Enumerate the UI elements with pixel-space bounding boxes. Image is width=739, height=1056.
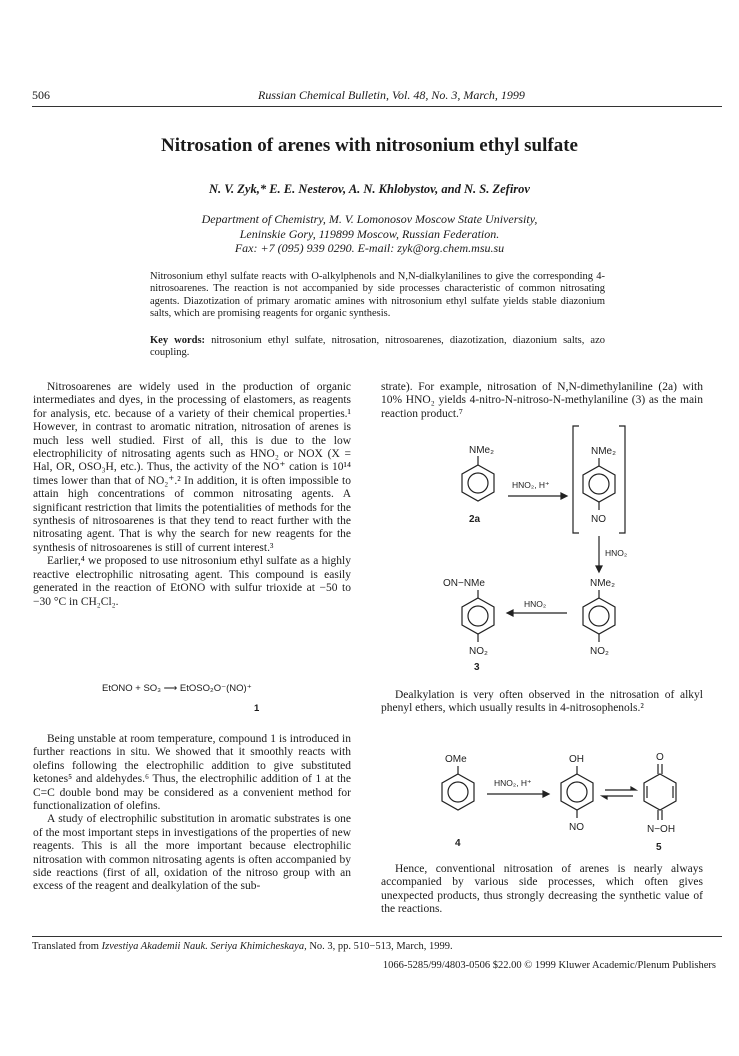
header-rule	[32, 106, 722, 107]
paragraph: Earlier,⁴ we proposed to use nitrosonium ethyl sulfate as a highly reactive electrophilic nitrosating agent. This compound is easily generated in the reaction of EtONO with sulfur trioxide at −50 to −30 °C in CH₂Cl₂.	[33, 555, 351, 608]
arrow-reagent: HNO₂	[605, 548, 628, 558]
aromatic-circle	[567, 782, 587, 802]
compound-number-1: 1	[254, 703, 260, 714]
keywords-label: Key words:	[150, 335, 206, 346]
bracket-right	[619, 426, 625, 533]
translation-note	[32, 941, 453, 952]
oh-label: OH	[569, 754, 584, 765]
arrowhead	[631, 787, 636, 790]
keywords	[150, 335, 605, 360]
article-title: Nitrosation of arenes with nitrosonium ethyl sulfate	[161, 135, 578, 156]
compound-label-2a: 2a	[469, 514, 481, 525]
oxime-label: N−OH	[647, 824, 676, 835]
affiliation-line-1: Department of Chemistry, M. V. Lomonosov Moscow State University,	[201, 212, 538, 226]
no2-label: NO₂	[590, 646, 609, 657]
left-column-bottom	[33, 733, 351, 894]
ome-label: OMe	[445, 754, 467, 765]
arrow-reagent: HNO₂	[524, 599, 547, 609]
paragraph: strate). For example, nitrosation of N,N-dimethylaniline (2a) with 10% HNO₂ yields 4-nitro-N-nitroso-N-methylaniline (3) as the main reaction product.⁷	[381, 381, 703, 420]
nme2-label: NMe₂	[591, 446, 616, 457]
journal-citation: Russian Chemical Bulletin, Vol. 48, No. 3, March, 1999	[258, 88, 525, 102]
benzene-ring-nitro	[583, 598, 615, 634]
benzene-ring-3	[462, 598, 494, 634]
paragraph: Nitrosoarenes are widely used in the production of organic intermediates and dyes, in the processing of elastomers, as reagents for analysis, etc. because of a variety of their chemical properties.¹ However, in contrast to aromatic nitration, nitrosation of arenes is much less well studied. First of all, this is due to the low electrophilicity of nitrosating agents such as HNO₂ or NOX (X = Hal, OR, OSO₃H, etc.). Thus, the activity of the NO⁺ cation is 10¹⁴ times lower than that of NO₂⁺.² In addition, it is often impossible to attain high concentrations of common nitrosating agents. A significant restriction that limits the potentialities of methods for the synthesis of nitrosoarenes is that they tend to react further with the nitrosating agent. That is why the search for new reagents for the synthesis of nitrosoarenes is still of current interest.³	[33, 381, 351, 554]
no-label: NO	[591, 514, 606, 525]
author-list: N. V. Zyk,* E. E. Nesterov, A. N. Khlobystov, and N. S. Zefirov	[209, 182, 530, 196]
no-label: NO	[569, 822, 584, 833]
copyright-line: 1066-5285/99/4803-0506 $22.00 © 1999 Kluwer Academic/Plenum Publishers	[382, 960, 716, 971]
no2-label: NO₂	[469, 646, 488, 657]
n-nitroso-label: ON−NMe	[443, 578, 485, 589]
nme2-label: NMe₂	[590, 578, 615, 589]
oxo-label: O	[656, 752, 664, 763]
aromatic-circle	[468, 606, 488, 626]
reaction-scheme-1	[381, 418, 711, 680]
original-journal: Izvestiya Akademii Nauk. Seriya Khimicheskaya,	[101, 941, 307, 952]
benzene-ring-phenol	[561, 774, 593, 810]
right-column-top	[381, 381, 703, 421]
arrowhead	[507, 610, 513, 616]
page-number: 506	[32, 88, 50, 102]
reaction-equation: EtONO + SO₃ ⟶ EtOSO₂O⁻(NO)⁺	[102, 683, 252, 694]
compound-label-3: 3	[474, 662, 480, 673]
benzene-ring-intermediate	[583, 466, 615, 502]
translation-prefix: Translated from	[32, 941, 102, 952]
paragraph: Dealkylation is very often observed in the nitrosation of alkyl phenyl ethers, which usually results in 4-nitrosophenols.²	[381, 689, 703, 715]
bracket-left	[573, 426, 579, 533]
translation-details: No. 3, pp. 510−513, March, 1999.	[306, 941, 453, 952]
left-column-top	[33, 381, 351, 609]
arrowhead	[602, 796, 607, 799]
nme2-label: NMe₂	[469, 445, 494, 456]
reaction-scheme-2	[381, 746, 711, 858]
footer-rule	[32, 936, 722, 937]
arrowhead	[543, 791, 549, 797]
aromatic-circle	[589, 606, 609, 626]
aromatic-circle	[589, 474, 609, 494]
arrowhead	[561, 493, 567, 499]
affiliation-line-2: Leninskie Gory, 119899 Moscow, Russian Federation.	[239, 226, 500, 241]
abstract: Nitrosonium ethyl sulfate reacts with O-alkylphenols and N,N-dialkylanilines to give the corresponding 4-nitrosoarenes. The reaction is not accompanied by side processes characteristic of common nitrosating agents. Diazotization of primary aromatic amines with nitrosonium ethyl sulfate yields stable diazonium salts, which are promising reagents for organic synthesis.	[150, 271, 605, 320]
paragraph: A study of electrophilic substitution in aromatic substrates is one of the most important steps in investigations of the properties of new reagents. This is all the more important because electrophilic nitrosation with common nitrosating agents is often accompanied by side reactions (first of all, oxidation of the nitroso group with an excess of the reagent and dealkylation of the sub-	[33, 813, 351, 893]
aromatic-circle	[468, 473, 488, 493]
compound-label-5: 5	[656, 842, 662, 853]
compound-label-4: 4	[455, 838, 461, 849]
affiliation-line-3: Fax: +7 (095) 939 0290. E-mail: zyk@org.chem.msu.su	[234, 241, 505, 255]
arrow-reagent: HNO₂, H⁺	[512, 480, 550, 490]
benzene-ring-4	[442, 774, 474, 810]
paragraph: Being unstable at room temperature, compound 1 is introduced in further reactions in situ. We showed that it smoothly reacts with olefins following the electrophilic addition to give substituted ketones⁵ and aldehydes.⁶ Thus, the electrophilic addition of 1 at the C=C double bond may be considered as a convenient method for functionalization of olefins.	[33, 733, 351, 813]
affiliation	[0, 212, 739, 256]
aromatic-circle	[448, 782, 468, 802]
keywords-text: nitrosonium ethyl sulfate, nitrosation, nitrosoarenes, diazotization, diazonium salts, azo coupling.	[150, 335, 605, 359]
benzene-ring-2a	[462, 465, 494, 501]
arrow-reagent: HNO₂, H⁺	[494, 778, 532, 788]
right-column-bottom	[381, 863, 703, 917]
arrowhead	[596, 566, 602, 572]
paragraph: Hence, conventional nitrosation of arenes is nearly always accompanied by various side processes, which often gives unexpected products, thus strongly decreasing the synthetic value of the reactions.	[381, 863, 703, 916]
right-column-middle	[381, 689, 703, 716]
quinoid-ring	[644, 774, 676, 810]
